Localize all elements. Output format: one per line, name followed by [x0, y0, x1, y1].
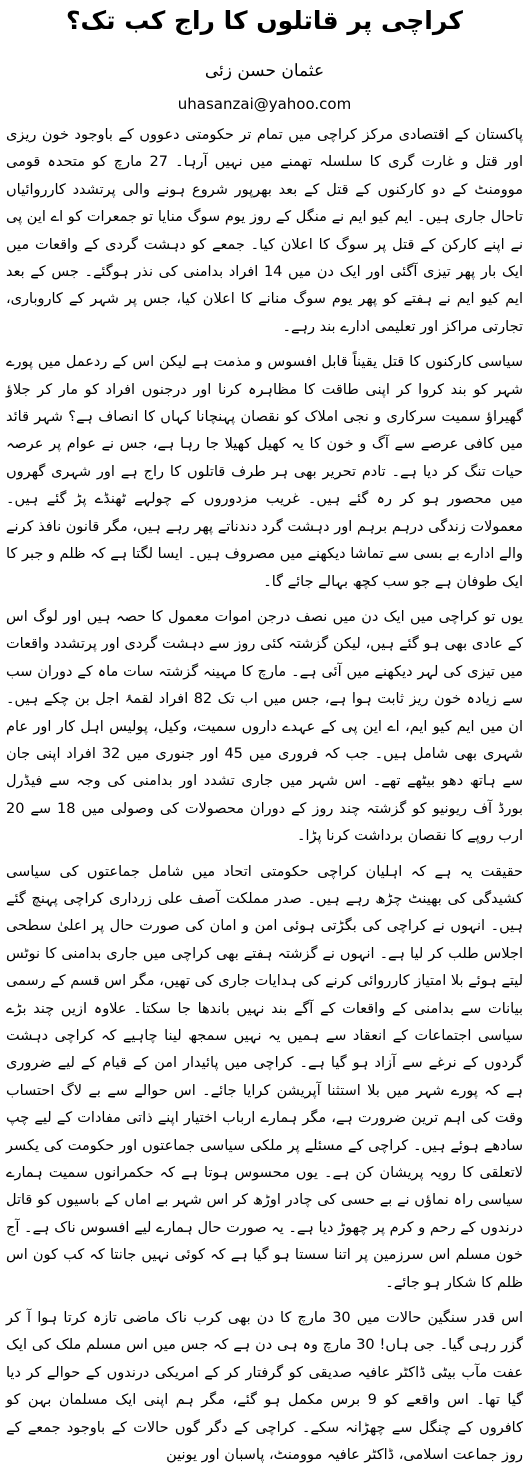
author-email: uhasanzai@yahoo.com	[177, 95, 352, 113]
article-paragraph: حقیقت یہ ہے کہ اہلیان کراچی حکومتی اتحاد میں شامل جماعتوں کی سیاسی کشیدگی کی بھینٹ چڑھ رہے ہیں۔ صدر مملکت آصف علی زرداری کراچی پہنچ گئے ہیں۔ انہوں نے کراچی کی بگڑتی ہوئی امن و امان کی صورت حال پر اعلیٰ سطحی اجلاس طلب کر لیا ہے۔ انہوں نے گزشتہ ہفتے بھی کراچی میں جاری بدامنی کا نوٹس لیتے ہوئے بلا امتیاز کارروائی کرنے کی ہدایات جاری کی تھیں، مگر اس قسم کے رسمی بیانات سے بدامنی کے واقعات کے آگے بند نہیں باندھا جا سکتا۔ علاوہ ازیں چند بڑے سیاسی اجتماعات کے انعقاد سے ہمیں یہ نہیں سمجھ لینا چاہیے کہ کراچی دہشت گردوں کے نرغے سے آزاد ہو گیا ہے۔ کراچی میں پائیدار امن کے قیام کے لیے ضروری ہے کہ پورے شہر میں بلا استثنا آپریشن کرایا جائے۔ اس حوالے سے بے لاگ احتساب وقت کی اہم ترین ضرورت ہے، مگر ہمارے ارباب اختیار اپنے ذاتی مفادات کے لیے چپ سادھے ہوئے ہیں۔ کراچی کے مسئلے پر ملکی سیاسی جماعتوں اور حکومت کی یکسر لاتعلقی کا رویہ پریشان کن ہے۔ یوں محسوس ہوتا ہے کہ حکمرانوں سمیت ہمارے سیاسی راہ نماؤں نے بے حسی کی چادر اوڑھ کر اس شہر بے اماں کے باسیوں کو قاتل درندوں کے رحم و کرم پر چھوڑ دیا ہے۔ یہ صورت حال ہمارے لیے افسوس ناک ہے۔ آج خون مسلم اس سرزمین پر اتنا سستا ہو گیا ہے کہ کوئی نہیں جانتا کہ کب کون اس ظلم کا شکار ہو جائے۔	[6, 863, 523, 1291]
article-paragraph: پاکستان کے اقتصادی مرکز کراچی میں تمام تر حکومتی دعووں کے باوجود خون ریزی اور قتل و غارت گری کا سلسلہ تھمنے میں نہیں آرہا۔ 27 مارچ کو متحدہ قومی موومنٹ کے دو کارکنوں کے قتل کے بعد بھرپور شروع ہونے والی پرتشدد کارروائیاں تاحال جاری ہیں۔ ایم کیو ایم نے منگل کے روز یوم سوگ منایا تو جمعرات کو اے این پی نے اپنے کارکن کے قتل پر سوگ کا اعلان کیا۔ جمعے کو دہشت گردی کے واقعات میں ایک بار پھر تیزی آگئی اور ایک دن میں 14 افراد بدامنی کی نذر ہوگئے۔ جس کے بعد ایم کیو ایم نے ہفتے کو پھر یوم سوگ منانے کا اعلان کیا، جس پر شہر کے کاروباری، تجارتی مراکز اور تعلیمی ادارے بند رہے۔	[6, 127, 524, 335]
article-paragraph: اس قدر سنگین حالات میں 30 مارچ کا دن بھی کرب ناک ماضی تازہ کرتا ہوا آ کر گزر رہی گیا۔ جی ہاں! 30 مارچ وہ ہی دن ہے کہ جس میں اس مسلم ملک کی ایک عفت مآب بیٹی ڈاکٹر عافیہ صدیقی کو گرفتار کر کے امریکی درندوں کے حوالے کر دیا گیا تھا۔ اس واقعے کو 9 برس مکمل ہو گئے، مگر ہم اپنی ایک مسلمان بہن کو کافروں کے چنگل سے چھڑانہ سکے۔ کراچی کے دگر گوں حالات کے باوجود جمعے کے روز جماعت اسلامی، ڈاکٹر عافیہ موومنٹ، پاسبان اور یونین	[6, 1310, 524, 1464]
article-paragraph: سیاسی کارکنوں کا قتل یقیناً قابل افسوس و مذمت ہے لیکن اس کے ردعمل میں پورے شہر کو بند کروا کر اپنی طاقت کا مظاہرہ کرنا اور درجنوں افراد کو مار کر جلاؤ گھیراؤ سمیت سرکاری و نجی املاک کو نقصان پہنچانا کہاں کا انصاف ہے؟ شہر قائد میں کافی عرصے سے آگ و خون کا یہ کھیل کھیلا جا رہا ہے، جس نے عوام پر عرصہ حیات تنگ کر دیا ہے۔ تادم تحریر بھی ہر طرف قاتلوں کا راج ہے اور شہری گھروں میں محصور ہو کر رہ گئے ہیں۔ غریب مزدوروں کے چولہے ٹھنڈے پڑ گئے ہیں۔ معمولات زندگی درہم برہم اور دہشت گرد دندناتے پھر رہے ہیں، مگر قانون نافذ کرنے والے ادارے بے بسی سے تماشا دیکھنے میں مصروف ہیں۔ ایسا لگتا ہے کہ ظلم و جبر کا ایک طوفان ہے جو سب کچھ بہالے جائے گا۔	[6, 354, 523, 590]
article-body	[6, 122, 524, 1464]
article-paragraph: یوں تو کراچی میں ایک دن میں نصف درجن اموات معمول کا حصہ ہیں اور لوگ اس کے عادی بھی ہو گئے ہیں، لیکن گزشتہ کئی روز سے دہشت گردی اور پرتشدد واقعات میں تیزی کی لہر دیکھنے میں آئی ہے۔ مارچ کا مہینہ گزشتہ سات ماہ کے دوران سب سے زیادہ خون ریز ثابت ہوا ہے، جس میں اب تک 82 افراد لقمۂ اجل بن چکے ہیں۔ ان میں ایم کیو ایم، اے این پی کے عہدے داروں سمیت، وکیل، پولیس اہل کار اور عام شہری بھی شامل ہیں۔ جب کہ فروری میں 45 اور جنوری میں 32 افراد اپنی جان سے ہاتھ دھو بیٹھے تھے۔ اس شہر میں جاری تشدد اور بدامنی کی وجہ سے فیڈرل بورڈ آف ریونیو کو گزشتہ چند روز کے دوران محصولات کی وصولی میں 18 سے 20 ارب روپے کا نقصان برداشت کرنا پڑا۔	[6, 608, 523, 845]
article-title: کراچی پر قاتلوں کا راج کب تک؟	[66, 6, 463, 35]
author-byline: عثمان حسن زئی	[204, 61, 325, 81]
